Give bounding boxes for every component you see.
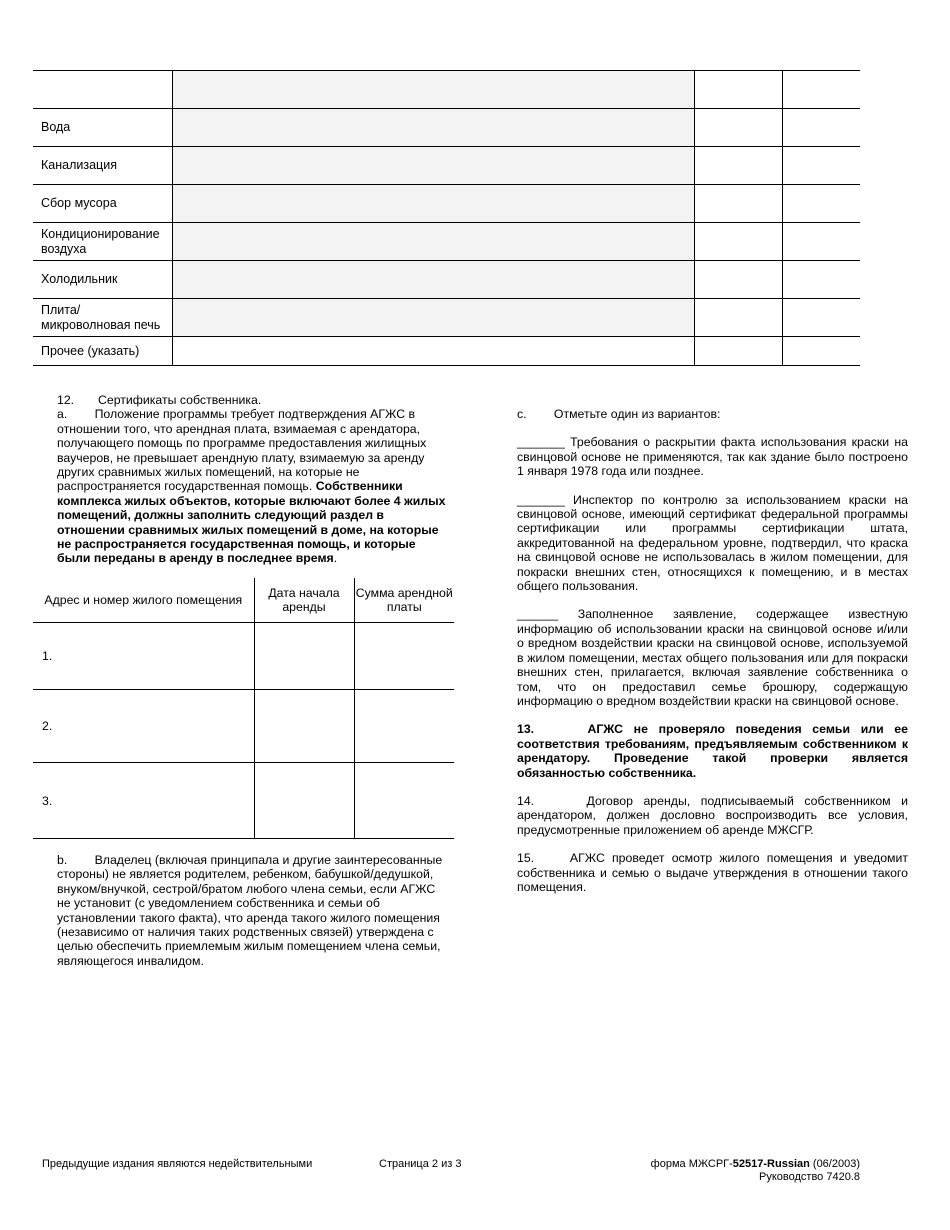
section-12a-text	[57, 407, 449, 565]
lead-paint-option-2: _______ Инспектор по контролю за использованием краски на свинцовой основе, имеющий сертификат федеральной программы сертификации или программы сертификации штата, аккредитованной на федеральном уровне, подтвердил, что краска на свинцовой основе не использовалась в жилом помещении, для покраски внешних стен, относящихся к помещению, и в местах общего пользования.	[517, 492, 908, 594]
right-column	[517, 407, 908, 894]
table-row	[33, 690, 454, 763]
utility-cell[interactable]	[783, 261, 861, 299]
table-row	[33, 299, 860, 337]
section-12-title: 12. Сертификаты собственника.	[57, 393, 262, 407]
utility-label: Плита/ микроволновая печь	[33, 299, 172, 337]
utility-label: Сбор мусора	[33, 185, 172, 223]
utility-cell[interactable]	[695, 109, 783, 147]
utility-cell[interactable]	[783, 109, 861, 147]
utility-label: Канализация	[33, 147, 172, 185]
table-row	[33, 185, 860, 223]
column-header-rent-amount: Сумма арендной платы	[354, 578, 454, 623]
section-c-title: c. Отметьте один из вариантов:	[517, 407, 721, 421]
row-number: 2.	[33, 690, 254, 763]
section-12a-end: .	[333, 551, 338, 566]
section-12a-normal: a. Положение программы требует подтверждения АГЖС в отношении того, что арендная плата, взимаемая с арендатора, получающего помощь по программе предоставления жилищных ваучеров, не превышает арендную плату, взимаемую за аренду других сравнимых жилых помещений, на которые не распространяется государственная помощь.	[57, 407, 427, 494]
utility-label: Прочее (указать)	[33, 337, 172, 366]
table-row	[33, 261, 860, 299]
other-utility-field[interactable]	[172, 337, 695, 366]
rent-amount-cell[interactable]	[354, 763, 454, 839]
column-header-address: Адрес и номер жилого помещения	[44, 592, 243, 607]
section-13-text: 13. АГЖС не проверяло поведения семьи или ее соответствия требованиям, предъявляемым собственником к арендатору. Проведение такой проверки является обязанностью собственника.	[517, 722, 908, 780]
utility-description-cell[interactable]	[172, 71, 695, 109]
section-12b-text: b. Владелец (включая принципала и другие заинтересованные стороны) не является родителем, ребенком, бабушкой/дедушкой, внуком/внучкой, сестрой/братом любого члена семьи, если АГЖС не установит (с уведомлением собственника и семьи об установлении такого факта), что аренда такого жилого помещения (независимо от наличия таких родственных связей) утверждена с целью обеспечить приемлемым жилым помещением члена семьи, являющегося инвалидом.	[57, 853, 443, 968]
table-row	[33, 71, 860, 109]
utility-label: Кондиционирование воздуха	[33, 223, 172, 261]
utility-label	[33, 71, 172, 109]
table-row	[33, 337, 860, 366]
start-date-cell[interactable]	[254, 690, 354, 763]
utility-cell[interactable]	[783, 71, 861, 109]
form-suffix: (06/2003)	[809, 1158, 860, 1170]
utility-cell[interactable]	[783, 299, 861, 337]
footer-previous-editions: Предыдущие издания являются недействительными	[42, 1158, 313, 1170]
form-prefix: форма МЖСРГ-	[650, 1158, 733, 1170]
utility-cell[interactable]	[695, 185, 783, 223]
utility-label: Вода	[33, 109, 172, 147]
section-12	[57, 393, 449, 566]
lead-paint-option-3: ______ Заполненное заявление, содержащее известную информацию об использовании краски на свинцовой основе и/или о вредном воздействии краски на свинцовой основе, используемой в жилом помещении, местах общего пользования или для покраски внешних стен, прилагается, включая заявление собственника о том, что он предоставил семье брошюру, содержащую информацию о вредном воздействии краски на свинцовой основе.	[517, 607, 908, 708]
row-number: 1.	[33, 623, 254, 690]
footer-form-info	[651, 1158, 860, 1184]
utility-description-cell[interactable]	[172, 185, 695, 223]
utility-description-cell[interactable]	[172, 261, 695, 299]
utility-cell[interactable]	[695, 261, 783, 299]
utility-cell[interactable]	[695, 71, 783, 109]
footer-handbook: Руководство 7420.8	[759, 1171, 860, 1183]
row-number: 3.	[33, 763, 254, 839]
start-date-cell[interactable]	[254, 623, 354, 690]
table-row	[33, 763, 454, 839]
utility-cell[interactable]	[783, 337, 861, 366]
utility-cell[interactable]	[695, 223, 783, 261]
utility-cell[interactable]	[783, 223, 861, 261]
utility-cell[interactable]	[783, 185, 861, 223]
table-header-row	[33, 578, 454, 623]
footer-page-number: Страница 2 из 3	[379, 1158, 462, 1170]
utility-description-cell[interactable]	[172, 147, 695, 185]
table-row	[33, 623, 454, 690]
column-header-start-date: Дата начала аренды	[254, 578, 354, 623]
utility-cell[interactable]	[695, 337, 783, 366]
utility-description-cell[interactable]	[172, 223, 695, 261]
utility-description-cell[interactable]	[172, 299, 695, 337]
lead-paint-option-1: _______ Требования о раскрытии факта использования краски на свинцовой основе не применяются, так как здание было построено 1 января 1978 года или позднее.	[517, 435, 908, 479]
section-15-text: 15. АГЖС проведет осмотр жилого помещения и уведомит собственника и семью о выдаче утверждения в отношении такого помещения.	[517, 851, 908, 894]
table-row	[33, 147, 860, 185]
utilities-table	[33, 70, 860, 366]
footer-form-number	[651, 1158, 860, 1171]
utility-cell[interactable]	[695, 147, 783, 185]
start-date-cell[interactable]	[254, 763, 354, 839]
section-14-text: 14. Договор аренды, подписываемый собственником и арендатором, должен дословно воспроизводить все условия, предусмотренные приложением об аренде МЖСГР.	[517, 793, 908, 837]
rent-amount-cell[interactable]	[354, 623, 454, 690]
utility-cell[interactable]	[695, 299, 783, 337]
utility-label: Холодильник	[33, 261, 172, 299]
rental-comparison-table	[33, 578, 454, 839]
utility-cell[interactable]	[783, 147, 861, 185]
section-12b	[57, 853, 449, 968]
table-row	[33, 223, 860, 261]
utility-description-cell[interactable]	[172, 109, 695, 147]
rent-amount-cell[interactable]	[354, 690, 454, 763]
section-12a-bold: Собственники комплекса жилых объектов, которые включают более 4 жилых помещений, должны заполнить следующий раздел в отношении сравнимых жилых помещений в доме, на которые не распространяется государственная помощь, и которые были переданы в аренду в последнее время	[57, 479, 446, 566]
table-row	[33, 109, 860, 147]
form-number: 52517-Russian	[732, 1158, 810, 1170]
